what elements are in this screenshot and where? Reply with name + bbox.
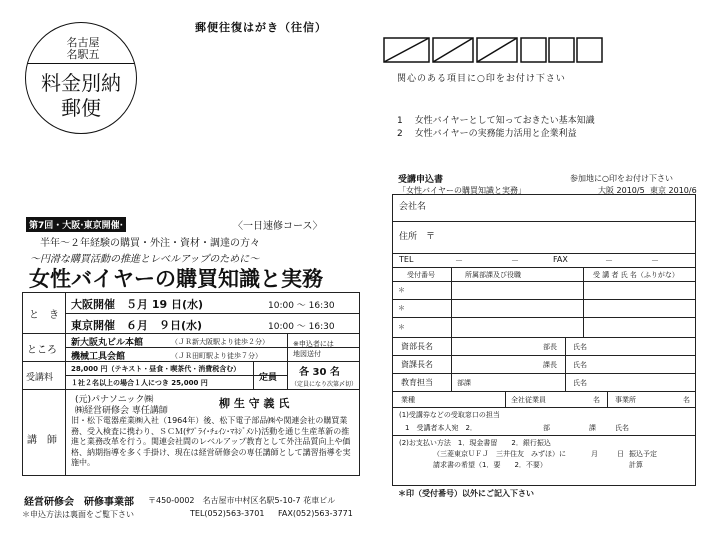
fax-dash-2: － bbox=[651, 256, 659, 265]
col-dept: 所属部課及び役職 bbox=[465, 271, 521, 279]
form-venue-note: 参加地に○印をお付け下さい bbox=[570, 174, 673, 183]
office-unit: 名 bbox=[683, 396, 690, 404]
recv-options: 1 受講者本人宛 2． bbox=[405, 424, 477, 432]
fee-1: 28,000 円（テキスト・昼食・喫茶代・消費税含む） bbox=[71, 365, 241, 373]
payment-block[interactable] bbox=[393, 435, 695, 483]
subtitle-2: ～円滑な購買活動の推進とレベルアップのために～ bbox=[30, 254, 260, 265]
osaka-choice[interactable]: 大阪 2010/5 bbox=[598, 186, 645, 195]
recv-shimei: 氏名 bbox=[615, 424, 629, 432]
apply-note: ＊申込方法は裏面をご覧下さい bbox=[22, 510, 134, 519]
form-title: 受講申込書 bbox=[398, 175, 444, 185]
invoice: 請求書の希望（1．要 2．不要） bbox=[433, 461, 547, 469]
interest-title: 関心のある項目に○印をお付け下さい bbox=[397, 74, 566, 84]
pay-plan: 振込予定 bbox=[629, 450, 657, 458]
edu-label: 教育担当 bbox=[401, 378, 433, 387]
participant-row-3[interactable] bbox=[393, 317, 695, 338]
postal-code-boxes[interactable] bbox=[383, 36, 603, 64]
mgr1-row[interactable] bbox=[393, 337, 695, 356]
venue-1-note: （ＪＲ新大阪駅より徒歩２分） bbox=[171, 338, 269, 346]
participants-header bbox=[393, 267, 695, 282]
mgr1-label: 資部長名 bbox=[401, 342, 433, 351]
receiving-row[interactable] bbox=[393, 407, 695, 436]
toki-label: と き bbox=[29, 310, 59, 321]
star-1: ＊ bbox=[398, 286, 405, 294]
tokyo-choice[interactable]: 東京 2010/6 bbox=[650, 186, 697, 195]
participant-row-1[interactable] bbox=[393, 281, 695, 300]
star-3: ＊ bbox=[398, 323, 405, 331]
lecturer-name: 柳 生 守 義 氏 bbox=[219, 397, 290, 410]
teiin-label: 定員 bbox=[259, 373, 278, 383]
edu-row[interactable] bbox=[393, 373, 695, 392]
mgr2-label: 資課長名 bbox=[401, 360, 433, 369]
tokoro-label: ところ bbox=[27, 345, 57, 356]
venue-side-note: ※申込者には 地図送付 bbox=[293, 340, 334, 358]
tokyo-time: 10:00 ～ 16:30 bbox=[268, 322, 335, 332]
mgr1-shimei: 氏名 bbox=[573, 343, 587, 351]
org-name: 経営研修会 研修事業部 bbox=[24, 497, 134, 508]
subtitle-1: 半年～２年経験の購買・外注・資材・調達の方々 bbox=[40, 238, 260, 249]
form-course: 「女性バイヤーの購買知識と実務」 bbox=[398, 186, 526, 195]
recv-title: (1)受講券などの受取窓口の担当 bbox=[399, 411, 500, 419]
lecturer-org: (元)パナソニック㈱ bbox=[75, 395, 154, 405]
pay-title: (2)お支払い方法 1．現金書留 2．銀行振込 bbox=[399, 439, 551, 447]
stamp-text-2: 郵便 bbox=[61, 96, 101, 120]
edu-bumei: 部課 bbox=[457, 379, 471, 387]
mgr2-row[interactable] bbox=[393, 355, 695, 374]
company-row[interactable] bbox=[393, 195, 695, 222]
address-label: 住所 〒 bbox=[399, 232, 436, 242]
fee-label: 受講料 bbox=[26, 373, 54, 383]
edu-shimei: 氏名 bbox=[573, 379, 587, 387]
col-receipt: 受付番号 bbox=[407, 271, 435, 279]
org-address: 〒450-0002 名古屋市中村区名駅5-10-7 花車ビル bbox=[148, 496, 336, 505]
industry-label: 業種 bbox=[401, 396, 415, 404]
interest-item-2[interactable] bbox=[397, 126, 577, 139]
fax-dash-1: － bbox=[605, 256, 613, 265]
postcard-title: 郵便往復はがき（往信） bbox=[195, 21, 327, 34]
mgr1-bucho: 部長 bbox=[543, 343, 557, 351]
participant-row-2[interactable] bbox=[393, 299, 695, 318]
interest-item-1-num: 1 bbox=[397, 116, 403, 126]
capacity: 各 30 名 bbox=[299, 367, 340, 378]
tel-dash-1: － bbox=[455, 256, 463, 265]
address-row[interactable] bbox=[393, 221, 695, 254]
mgr2-kacho: 課長 bbox=[543, 361, 557, 369]
org-tel: TEL(052)563-3701 bbox=[190, 509, 265, 518]
main-title: 女性バイヤーの購買知識と実務 bbox=[29, 267, 323, 291]
lecturer-label: 講 師 bbox=[27, 435, 57, 446]
session-tag: 第7回・大阪·東京開催· bbox=[26, 217, 126, 232]
tel-dash-2: － bbox=[511, 256, 519, 265]
osaka-date: 大阪開催 ５月 19 日(水) bbox=[71, 298, 204, 311]
col-name: 受 講 者 氏 名（ふりがな） bbox=[593, 271, 679, 279]
recv-ka: 課 bbox=[589, 424, 596, 432]
office-label: 事業所 bbox=[615, 396, 636, 404]
industry-row[interactable] bbox=[393, 391, 695, 408]
company-label: 会社名 bbox=[399, 202, 427, 212]
venue-1: 新大阪丸ビル本館 bbox=[71, 338, 144, 348]
interest-item-2-num: 2 bbox=[397, 129, 403, 139]
keigo: 計算 bbox=[629, 461, 643, 469]
pay-month: 月 bbox=[591, 450, 598, 458]
interest-item-2-text: 女性バイヤーの実務能力活用と企業利益 bbox=[414, 129, 577, 139]
lecturer-bio: 旧・松下電器産業㈱入社（1964年）後、松下電子部品㈱や関連会社の購買業務、受入検査に携わり、ＳＣＭ(ｻﾌﾟﾗｲ･ﾁｪｲﾝ･ﾏﾈｼﾞﾒﾝﾄ)活動を通じ生産革新の推進と業務改革を行う。関連会社間のレベルアップ教育として外注品質向上や価格、納期指導を多く手掛け、現在は経営研修会の専任講師として講習指導を実施中。 bbox=[71, 416, 351, 467]
stamp-place: 名古屋 名駅五 bbox=[66, 36, 100, 61]
recv-bu: 部 bbox=[543, 424, 550, 432]
capacity-note: （定員になり次第〆切） bbox=[291, 381, 358, 388]
all-employees-unit: 名 bbox=[593, 396, 600, 404]
interest-item-1[interactable] bbox=[397, 113, 595, 126]
venue-2-note: （ＪＲ田町駅より徒歩７分） bbox=[171, 352, 262, 360]
fee-2: １社２名以上の場合１人につき 25,000 円 bbox=[71, 379, 208, 387]
stamp-text-1: 料金別納 bbox=[41, 71, 121, 95]
event-info-table bbox=[22, 292, 360, 476]
form-footnote: ＊印（受付番号）以外にご記入下さい bbox=[398, 489, 534, 498]
pay-day: 日 bbox=[617, 450, 624, 458]
pay-banks: （三菱東京ＵＦＪ 三井住友 みずほ）に bbox=[433, 450, 566, 458]
org-fax: FAX(052)563-3771 bbox=[278, 509, 353, 518]
course-type: 〈一日速修コース〉 bbox=[233, 221, 323, 232]
tokyo-date: 東京開催 ６月 ９日(水) bbox=[71, 319, 203, 332]
lecturer-role: ㈱経営研修会 専任講師 bbox=[75, 406, 168, 416]
all-employees-label: 全社従業員 bbox=[511, 396, 546, 404]
tel-fax-row[interactable] bbox=[393, 253, 695, 268]
star-2: ＊ bbox=[398, 304, 405, 312]
fax-label: FAX bbox=[553, 255, 568, 264]
osaka-time: 10:00 ～ 16:30 bbox=[268, 301, 335, 311]
venue-2: 機械工具会館 bbox=[71, 352, 126, 362]
tel-label: TEL bbox=[399, 255, 414, 264]
postage-stamp bbox=[25, 22, 137, 134]
mgr2-shimei: 氏名 bbox=[573, 361, 587, 369]
interest-item-1-text: 女性バイヤーとして知っておきたい基本知識 bbox=[414, 116, 595, 126]
application-form bbox=[392, 194, 696, 486]
